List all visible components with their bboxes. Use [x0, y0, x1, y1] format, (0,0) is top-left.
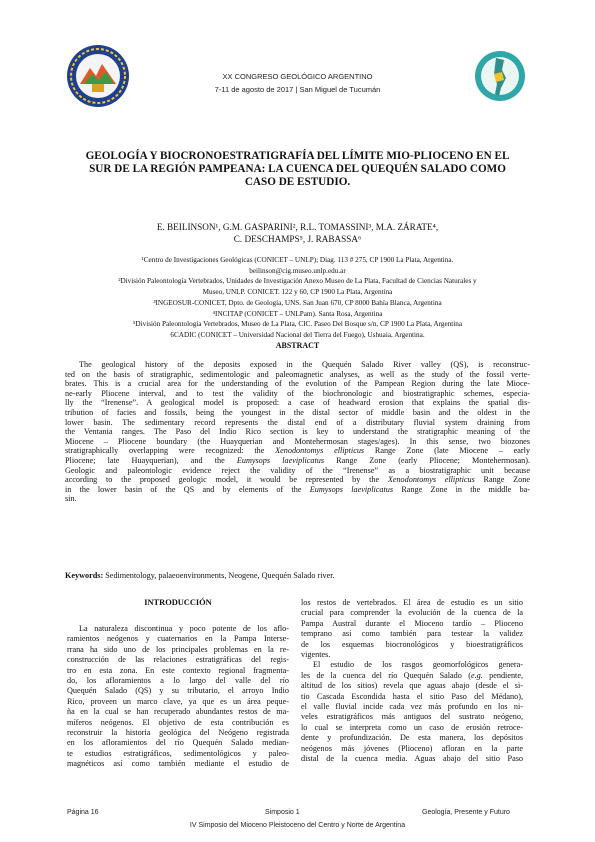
body-text-line: do, los afloramientos a lo largo del valle del río — [67, 676, 289, 686]
abstract-line: lower basin. The sedimentary record represents the distal end of a distributary fluvial system draining from — [65, 417, 530, 427]
affiliation-line: Museo, UNLP. CONICET. 122 y 60, CP 1900 La Plata, Argentina — [202, 288, 393, 297]
body-text-line: dente y profundización. De esta manera, los depósitos — [301, 733, 523, 743]
body-text-line: crucial para comprender la evolución de la cuenca de la — [301, 608, 523, 618]
abstract-line: in the lower basin of the QS and by elements of the Eumysops laeviplicatus Range Zone in the middle ba- — [65, 484, 530, 494]
association-logo-icon — [474, 44, 526, 108]
author-email[interactable]: beilinson@cig.museo.unlp.edu.ar — [249, 266, 346, 275]
abstract-line: The geological history of the deposits exposed in the Quequén Salado River valley (QS), is reconstruc- — [79, 360, 530, 369]
abstract-line: according to the proposed geologic model, it would be represented by the Xenodontomys ellipticus Range Zone — [65, 475, 530, 485]
body-text-line: temprano así como también para testear la validez — [301, 629, 523, 639]
abstract-line: lly the “Irenense”. A geological model is proposed: a case of headward erosion that explains the spatial dis- — [65, 398, 530, 408]
abstract-line: Geologic and paleontologic evidence reject the validity of the “Irenense” as a biostratigraphic unit because — [65, 465, 530, 475]
italic-term: Eumysops laeviplicatus — [236, 455, 325, 465]
footer-event: IV Simposio del Mioceno Pleistoceno del Centro y Norte de Argentina — [189, 822, 406, 829]
body-text-line: te estudios estratigráficos, sedimentológicos y paleo- — [67, 748, 289, 758]
keywords-label: Keywords: — [65, 571, 104, 580]
title-line: SUR DE LA REGIÓN PAMPEANA: LA CUENCA DEL QUEQUÉN SALADO COMO — [89, 163, 506, 175]
body-text-line: Rico, proveen un marco clave, ya que es un área peque- — [67, 696, 289, 706]
body-text-line: distal de la cuenca media. Aguas abajo del sitio Paso — [301, 754, 523, 764]
body-text-line: los restos de vertebrados. El área de estudio es un sitio — [301, 598, 523, 607]
affiliation-line: ⁴INCITAP (CONICET – UNLPam). Santa Rosa, Argentina — [212, 309, 383, 318]
congress-logo — [66, 44, 130, 108]
footer-topic: Geología, Presente y Futuro — [422, 809, 510, 816]
body-text-line: en los afloramientos del río Quequén Salado median- — [67, 738, 289, 748]
body-text-line: neógenos más jóvenes (Plioceno) afloran en la parte — [301, 743, 523, 753]
body-text-line: tio Cascada Escondida hasta el sitio Paso del Médano), — [301, 691, 523, 701]
body-text-line: Pampa Austral durante el Mioceno tardío – Plioceno — [301, 618, 523, 628]
body-text-line: ramientos neógenos y cuaternarios en la Pampa Interse- — [67, 634, 289, 644]
introduction-heading: INTRODUCCIÓN — [144, 598, 212, 607]
body-text-line: rrana ha sido uno de los principales problemas en la re- — [67, 644, 289, 654]
body-text-line: reconstruir la historia geológica del Neógeno registrada — [67, 728, 289, 738]
affiliations — [60, 255, 535, 341]
body-text-line: míferos neógenos. El objetivo de esta contribución es — [67, 717, 289, 727]
abstract-body — [65, 360, 530, 504]
footer-page-number: Página 16 — [67, 809, 99, 816]
abstract-line: Miocene – Pliocene boundary (the Huayquerian and Montehermosan stages/ages). In this sense, two biozones — [65, 436, 530, 446]
keywords-text: Sedimentology, palaeoenvironments, Neogene, Quequén Salado river. — [103, 571, 335, 580]
body-text-line: lo cual se interpreta como un caso de erosión retroce- — [301, 722, 523, 732]
abstract-line: ted on the basis of stratigraphic, sedimentologic and paleomagnetic analyses, as well as the study of the fossil verte- — [65, 369, 530, 379]
body-text-line: de los esquemas biocronológicos y bioestratigráficos — [301, 639, 523, 649]
affiliation-line: 6CADIC (CONICET – Universidad Nacional del Tierra del Fuego), Ushuaia, Argentina. — [170, 330, 425, 339]
abstract-line: tribution of facies and fossils, being the youngest in the distal sector of middle basin and the oldest in the — [65, 407, 530, 417]
footer-symposium: Simposio 1 — [265, 809, 300, 816]
association-logo — [474, 44, 526, 108]
italic-term: Xenodontomys ellipticus — [275, 446, 365, 456]
body-text-line: les de la cuenca del río Quequén Salado (e.g. pendiente, — [301, 670, 523, 680]
body-text-line: tro en esta zona. En este contexto regional fragmenta- — [67, 665, 289, 675]
italic-term: e.g. — [470, 670, 483, 680]
conference-name: XX CONGRESO GEOLÓGICO ARGENTINO — [222, 72, 373, 81]
authors-line: E. BEILINSON¹, G.M. GASPARINI², R.L. TOMASSINI³, M.A. ZÁRATE⁴, — [156, 222, 439, 232]
body-text-line: construcción de las relaciones estratigráficas del regis- — [67, 655, 289, 665]
body-text-line: ña en la cual se han recuperado abundantes restos de ma- — [67, 707, 289, 717]
affiliation-line: ⁵División Paleontología Vertebrados, Museo de La Plata, CIC. Paseo Del Bosque s/n, CP 1900 La Plata, Argentina — [132, 320, 463, 329]
body-text-line: vigentes. — [301, 650, 331, 660]
body-text-line: el valle fluvial incide cada vez más profundo en los ni- — [301, 702, 523, 712]
title-line: CASO DE ESTUDIO. — [244, 176, 351, 188]
paper-title — [60, 150, 535, 189]
abstract-line: stratigraphically overlapping were recognized: the Xenodontomys ellipticus Range Zone (late Miocene – early — [65, 446, 530, 456]
congress-logo-icon — [66, 44, 130, 108]
abstract-line: ne-early Pliocene interval, and to test the validity of the biochronologic and biostratigraphic schemes, especia- — [65, 388, 530, 398]
abstract-line: brates. This is a crucial area for the understanding of the evolution of the Pampean Region during the late Mioce- — [65, 379, 530, 389]
body-text-line: El estudio de los rasgos geomorfológicos genera- — [313, 660, 523, 670]
body-text-line: magnéticos así como también mediante el estudio de — [67, 759, 289, 769]
italic-term: Eumysops laeviplicatus — [309, 484, 394, 494]
abstract-line: Pliocene; late Huayquerian), and the Eumysops laeviplicatus Range Zone (early Pliocene; Montehermosan). — [65, 455, 530, 465]
body-text-line: Quequén Salado (QS) y su tributario, el arroyo Indio — [67, 686, 289, 696]
affiliation-line: ³INGEOSUR-CONICET, Dpto. de Geología, UNS. San Juan 670, CP 8000 Bahía Blanca, Argentina — [153, 298, 442, 307]
authors-line: C. DESCHAMPS⁵, J. RABASSA⁶ — [233, 234, 362, 244]
affiliation-line: ²División Paleontología Vertebrados, Unidades de Investigación Anexo Museo de La Plata, Facultad de Ciencias Naturales y — [118, 277, 477, 286]
body-text-line: La naturaleza discontinua y poco potente de los aflo- — [79, 624, 289, 633]
right-column-text — [301, 598, 523, 765]
keywords — [65, 571, 530, 580]
abstract-line: sin. — [65, 494, 77, 504]
body-text-line: veles estratigráficos más antiguos del sustrato neógeno, — [301, 712, 523, 722]
title-line: GEOLOGÍA Y BIOCRONOESTRATIGRAFÍA DEL LÍMITE MIO-PLIOCENO EN EL — [85, 150, 510, 162]
abstract-line: the Ventania ranges. The Paso del Indio Rico section is key to understand the stratigraphic meaning of the — [65, 427, 530, 437]
left-column-text — [67, 624, 289, 770]
abstract-heading: ABSTRACT — [275, 341, 320, 350]
left-column — [67, 598, 289, 770]
body-text-line: altitud de los sitios) revela que aguas abajo (desde el si- — [301, 681, 523, 691]
conference-dates: 7-11 de agosto de 2017 | San Miguel de Tucumán — [214, 85, 381, 94]
affiliation-line: ¹Centro de Investigaciones Geológicas (CONICET – UNLP); Diag. 113 # 275, CP 1900 La Plata, Argentina. — [141, 256, 454, 264]
right-column — [301, 598, 523, 765]
authors — [60, 221, 535, 245]
italic-term: Xenodontomys ellipticus — [387, 475, 475, 485]
